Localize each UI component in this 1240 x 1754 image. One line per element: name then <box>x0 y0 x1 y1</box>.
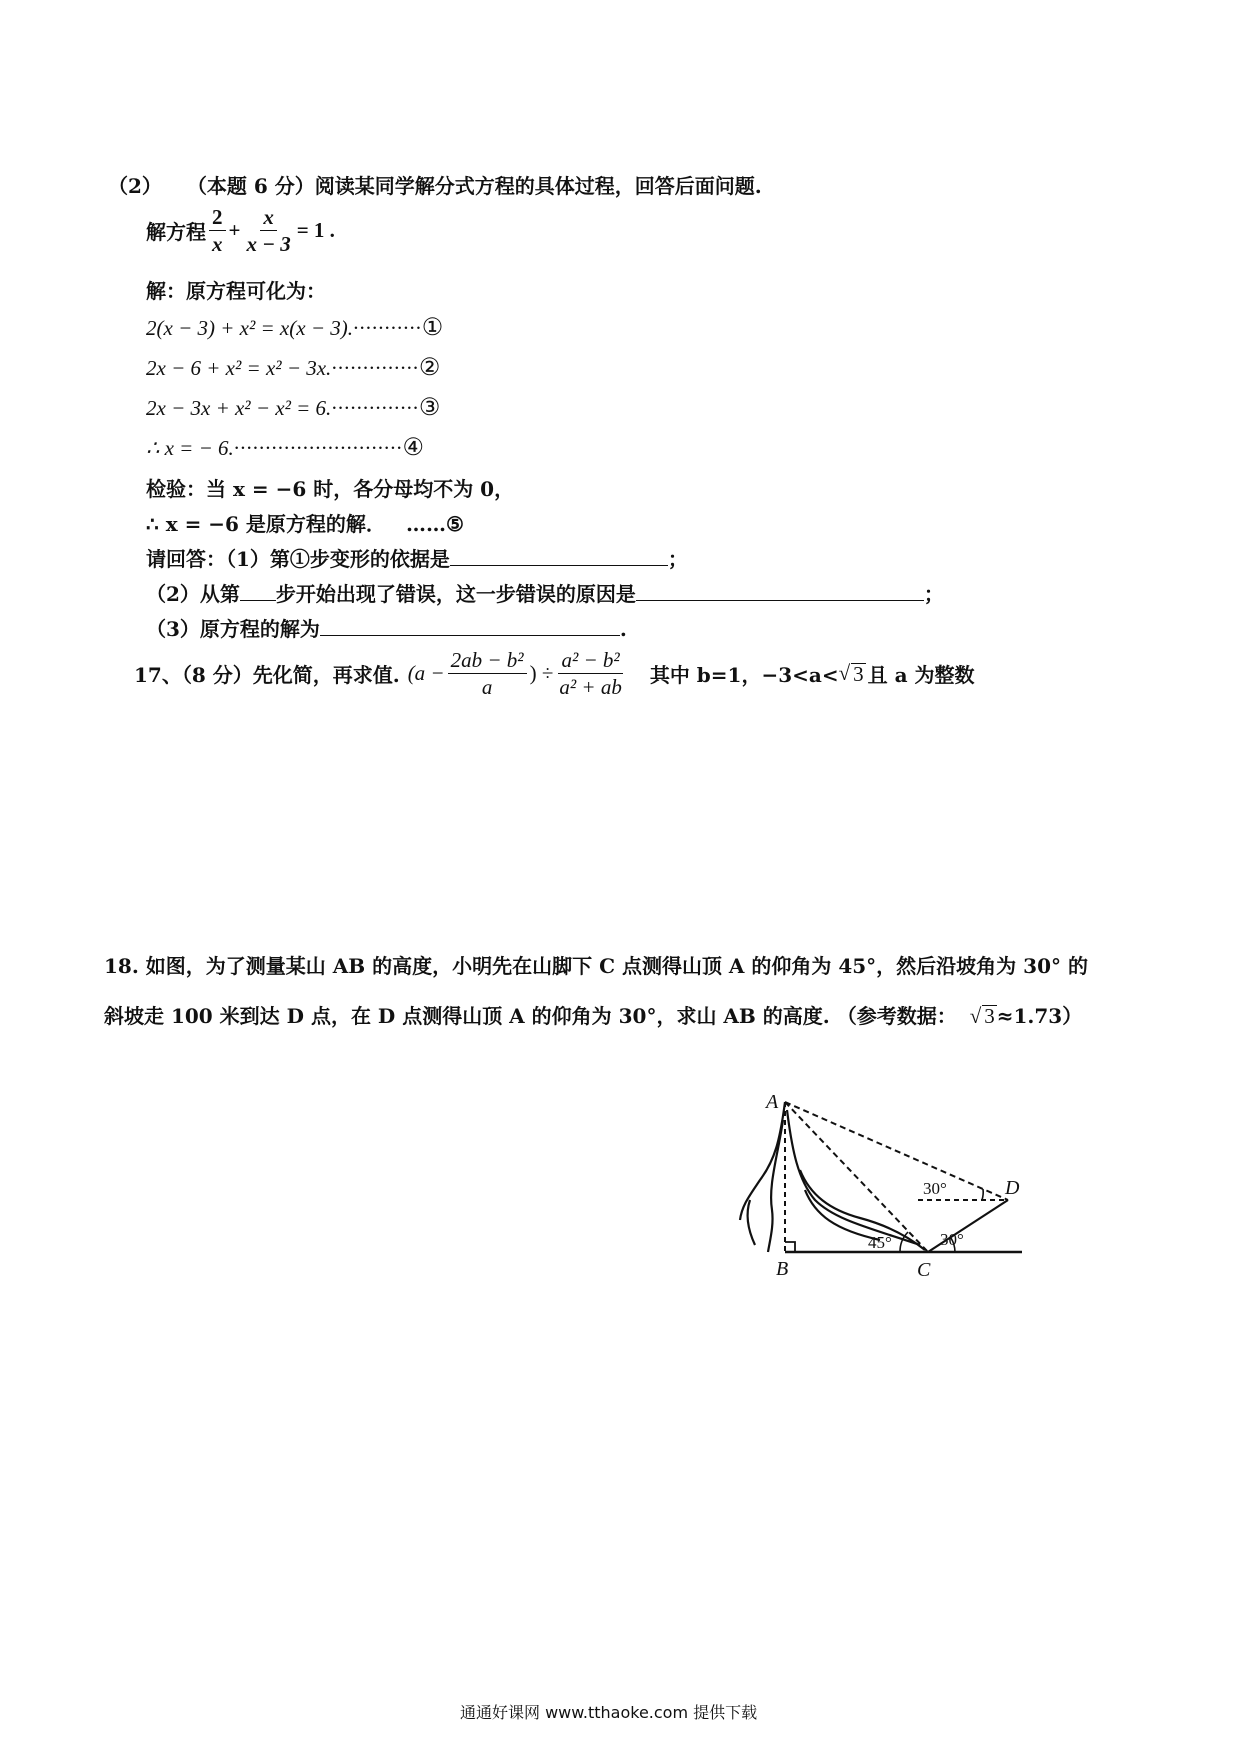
solution-intro: 解：原方程可化为： <box>146 279 326 303</box>
problem-17: 17、（8 分）先化简，再求值. (a − $\frac{\text{2ab − b²}}{a}$ ) ÷ $\frac{\text{a² − b²}}{\text{a² + ab}}$ 其中 b=1，−3<a< √ 3 且 a 为整数 <box>134 648 975 699</box>
right-angle-mark <box>785 1242 795 1252</box>
page-footer: 通通好课网 www.tthaoke.com 提供下载 <box>460 1703 758 1722</box>
label-angle-30-slope: 30° <box>940 1230 964 1249</box>
problem-17-label: 17、（8 分）先化简，再求值. <box>134 663 400 687</box>
fraction-a2-minus-b2-over-a2-plus-ab: $\frac{\text{a² − b²}}{\text{a² + ab}}$ <box>559 648 622 699</box>
line-ad <box>785 1102 1008 1200</box>
angle-arc-30-top <box>982 1189 983 1200</box>
problem-18-line-2: 斜坡走 100 米到达 D 点，在 D 点测得山顶 A 的仰角为 30°，求山 AB 的高度. （参考数据： √ 3 ≈1.73） <box>104 1004 1083 1028</box>
label-b: B <box>776 1258 789 1280</box>
mountain-sketch <box>740 1102 925 1252</box>
equation-line: 解方程 $\frac{2}{x}$ + $\frac{x}{x - 3}$ = 1 . <box>146 205 335 256</box>
question-3: （3）原方程的解为 . <box>146 617 627 641</box>
answer-blank-3[interactable] <box>320 615 620 636</box>
sqrt-symbol: √ <box>969 1004 982 1028</box>
problem-17-condition: 其中 b=1，−3<a< <box>649 663 839 687</box>
line-ac <box>785 1102 928 1252</box>
problem-header <box>108 170 762 199</box>
answer-blank-1[interactable] <box>450 545 668 566</box>
question-1: 请回答：（1）第①步变形的依据是 ； <box>146 547 688 571</box>
step-1: 2(x − 3) + x² = x(x − 3).···········① <box>146 315 444 341</box>
label-c: C <box>917 1259 931 1280</box>
problem-18-line-1: 18. 如图，为了测量某山 AB 的高度，小明先在山脚下 C 点测得山顶 A 的仰角为 45°，然后沿坡角为 30° 的 <box>104 954 1088 978</box>
conclusion-line: ∴ x = −6 是原方程的解． ……⑤ <box>146 512 464 536</box>
mountain-figure <box>720 1080 1040 1280</box>
equation-rhs: = 1 . <box>296 218 335 242</box>
step-2: 2x − 6 + x² = x² − 3x.··············② <box>146 355 441 381</box>
label-a: A <box>766 1091 779 1113</box>
step-3: 2x − 3x + x² − x² = 6.··············③ <box>146 395 441 421</box>
step-4: ∴ x = − 6.···························④ <box>146 435 425 461</box>
fraction-2ab-minus-b2-over-a: $\frac{\text{2ab − b²}}{a}$ <box>448 648 527 699</box>
label-angle-45: 45° <box>868 1233 892 1252</box>
label-d: D <box>1005 1177 1020 1199</box>
solve-label: 解方程 <box>146 220 206 244</box>
answer-blank-2b[interactable] <box>636 580 924 601</box>
sqrt-symbol: √ <box>838 661 851 685</box>
fraction-2-over-x: $\frac{2}{x}$ <box>209 205 226 256</box>
check-line: 检验：当 x = −6 时，各分母均不为 0， <box>146 477 515 501</box>
answer-blank-2a[interactable] <box>240 580 276 601</box>
label-angle-30-top: 30° <box>923 1179 947 1198</box>
question-2: （2）从第 步开始出现了错误，这一步错误的原因是 ； <box>146 582 944 606</box>
problem-statement: （本题 6 分）阅读某同学解分式方程的具体过程，回答后面问题. <box>186 174 762 198</box>
fraction-x-over-x-minus-3: $\frac{x}{x - 3}$ <box>246 205 291 256</box>
problem-number: （2） <box>108 174 162 198</box>
